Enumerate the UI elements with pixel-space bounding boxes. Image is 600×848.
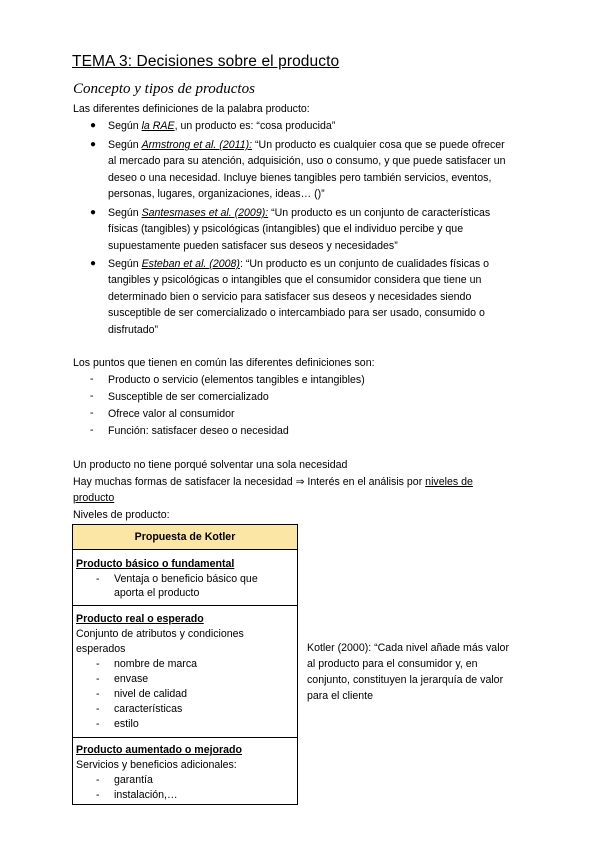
dash-icon: -	[96, 703, 100, 715]
definition-text: , un producto es: “cosa producida”	[174, 120, 336, 132]
basic-item: aporta el producto	[114, 587, 200, 599]
producto-link[interactable]: producto	[73, 492, 115, 504]
bullet-icon: ●	[90, 120, 97, 131]
real-item: envase	[114, 673, 149, 685]
definition-santesmases	[108, 205, 528, 254]
paragraph-text: Hay muchas formas de satisfacer la necesidad ⇒ Interés en el análisis por	[73, 476, 426, 488]
definition-text: determinado bien o servicio para satisfacer sus deseos y necesidades siendo	[108, 290, 472, 303]
bullet-icon: ●	[90, 258, 97, 269]
dash-icon: -	[96, 774, 100, 786]
note-line: conjunto, constituyen la jerarquía de valor	[307, 674, 504, 686]
dash-icon: -	[90, 424, 94, 436]
dash-icon: -	[96, 573, 100, 585]
definition-text: disfrutado”	[108, 323, 159, 336]
definition-prefix: Según	[108, 139, 142, 151]
definition-text: tangibles y psicológicas o intangibles que el consumidor considera que tiene un	[108, 274, 482, 287]
common-intro: Los puntos que tienen en común las diferentes definiciones son:	[73, 357, 375, 369]
paragraph-line	[73, 474, 473, 490]
dash-icon: -	[90, 407, 94, 419]
niveles-link[interactable]: niveles de	[425, 476, 473, 488]
basic-item: Ventaja o beneficio básico que	[114, 573, 258, 585]
definition-text: susceptible de ser comercializado o intercambiado para ser usado, consumido o	[108, 307, 485, 320]
bullet-icon: ●	[90, 207, 97, 218]
common-point: Susceptible de ser comercializado	[108, 391, 269, 403]
note-line: para el cliente	[307, 690, 373, 702]
dash-icon: -	[90, 390, 94, 402]
common-point: Ofrece valor al consumidor	[108, 408, 235, 420]
note-line: Kotler (2000): “Cada nivel añade más valor	[307, 642, 509, 654]
definition-text: al mercado para su atención, adquisición, uso o consumo, y que puede satisfacer un	[108, 155, 506, 168]
common-point: Función: satisfacer deseo o necesidad	[108, 425, 289, 437]
source-link[interactable]: Santesmases et al. (2009):	[141, 207, 269, 219]
basic-title: Producto básico o fundamental	[76, 558, 235, 570]
paragraph-line: Un producto no tiene porqué solventar una sola necesidad	[73, 459, 348, 471]
dash-icon: -	[96, 673, 100, 685]
source-link[interactable]: Armstrong et al. (2011):	[141, 139, 253, 151]
real-item: nombre de marca	[114, 658, 198, 670]
dash-icon: -	[90, 373, 94, 385]
definition-esteban	[108, 256, 528, 338]
augmented-item: garantía	[114, 774, 153, 786]
augmented-title: Producto aumentado o mejorado	[76, 744, 242, 756]
kotler-note	[307, 640, 537, 704]
real-item: estilo	[114, 718, 139, 730]
definition-text: “Un producto es cualquier cosa que se puede ofrecer	[252, 139, 505, 151]
definition-rae	[108, 118, 528, 134]
definition-text: físicas (tangibles) y psicológicas (intangibles) que el individuo percibe y que	[108, 223, 464, 236]
bullet-icon: ●	[90, 139, 97, 150]
augmented-desc: Servicios y beneficios adicionales:	[76, 759, 237, 771]
real-item: características	[114, 703, 183, 715]
definition-text: personas, lugares, organizaciones, ideas… ()”	[108, 188, 325, 201]
definition-prefix: Según	[108, 207, 142, 219]
note-line: al producto para el consumidor y, en	[307, 658, 478, 670]
source-link[interactable]: Esteban et al. (2008)	[141, 258, 240, 270]
real-item: nivel de calidad	[114, 688, 188, 700]
section-subtitle: Concepto y tipos de productos	[73, 81, 255, 97]
definition-text: deseo o una necesidad. Incluye bienes tangibles pero también servicios, eventos,	[108, 171, 492, 184]
dash-icon: -	[96, 688, 100, 700]
definition-text: : “Un producto es un conjunto de cualidades físicas o	[239, 258, 490, 270]
real-title: Producto real o esperado	[76, 613, 204, 625]
definition-prefix: Según	[108, 120, 142, 132]
real-desc: esperados	[76, 643, 126, 655]
kotler-table-header: Propuesta de Kotler	[72, 524, 298, 550]
definition-armstrong	[108, 137, 528, 203]
source-link[interactable]: la RAE	[141, 120, 175, 132]
dash-icon: -	[96, 718, 100, 730]
dash-icon: -	[96, 789, 100, 801]
levels-label: Niveles de producto:	[73, 509, 170, 521]
definition-text: “Un producto es un conjunto de características	[268, 207, 491, 219]
common-point: Producto o servicio (elementos tangibles e intangibles)	[108, 374, 365, 386]
dash-icon: -	[96, 658, 100, 670]
definitions-intro: Las diferentes definiciones de la palabra producto:	[73, 103, 310, 115]
augmented-item: instalación,…	[114, 789, 178, 801]
definition-text: supuestamente pueden satisfacer sus deseos y necesidades”	[108, 239, 398, 252]
page-title: TEMA 3: Decisiones sobre el producto	[72, 53, 340, 70]
real-desc: Conjunto de atributos y condiciones	[76, 628, 244, 640]
definition-prefix: Según	[108, 258, 142, 270]
